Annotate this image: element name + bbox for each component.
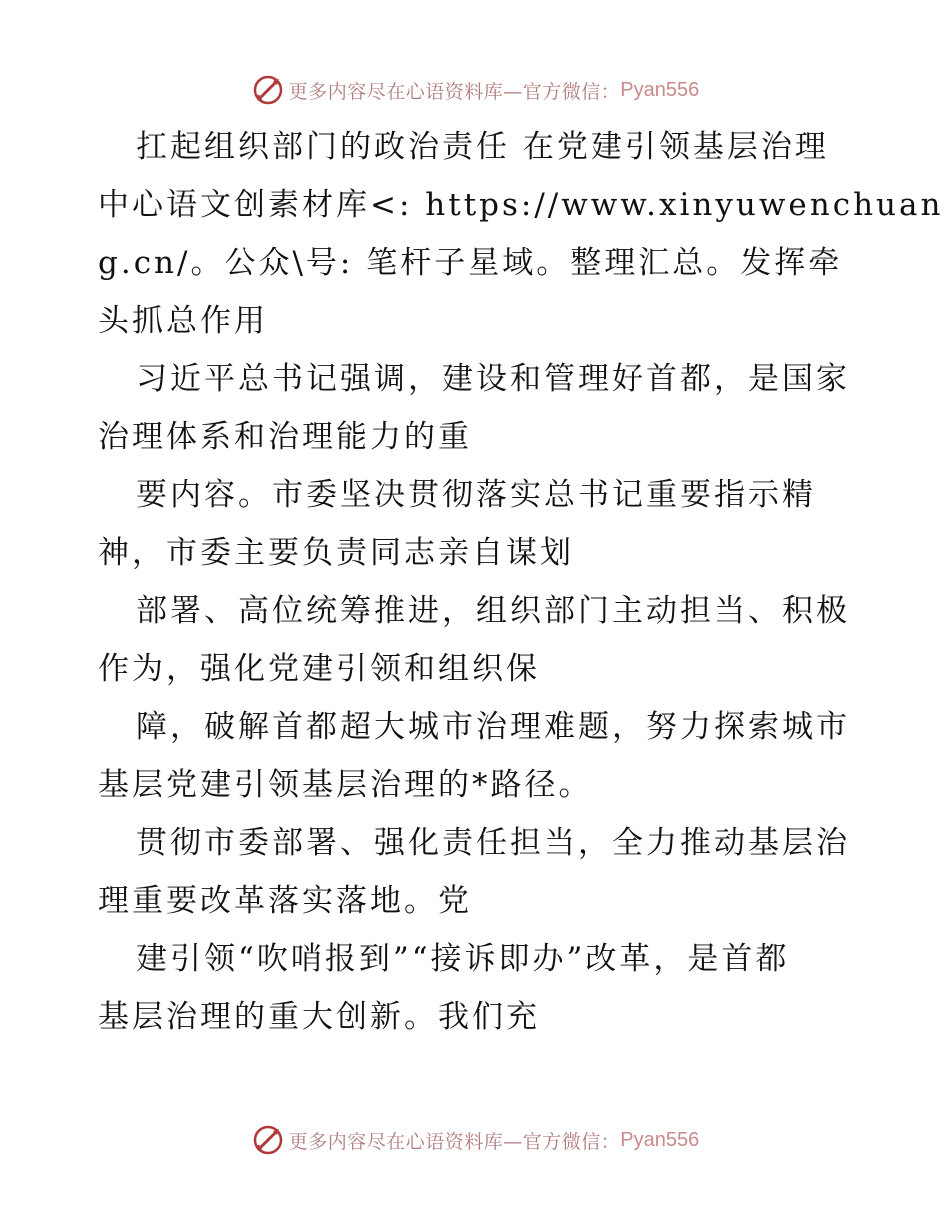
paragraph-line: 贯彻市委部署、强化责任担当，全力推动基层治 (136, 825, 850, 861)
paragraph-line: 部署、高位统筹推进，组织部门主动担当、积极 (136, 593, 850, 629)
paragraph-line: 扛起组织部门的政治责任 在党建引领基层治理 (136, 129, 829, 165)
footer-watermark-banner (0, 1120, 950, 1160)
paragraph-line: 头抓总作用 (98, 303, 268, 339)
quill-pen-seal-icon (251, 1123, 285, 1157)
paragraph-line: 作为，强化党建引领和组织保 (98, 651, 540, 687)
header-wechat-handle: Pyan556 (620, 78, 700, 101)
paragraph-line: g.cn/。公众\号: 笔杆子星域。整理汇总。发挥牵 (98, 245, 843, 281)
paragraph-line: 基层治理的重大创新。我们充 (98, 999, 540, 1035)
document-body (98, 118, 944, 1046)
footer-wechat-handle: Pyan556 (620, 1128, 700, 1151)
paragraph-line: 建引领“吹哨报到”“接诉即办”改革，是首都 (136, 941, 790, 977)
paragraph-line: 习近平总书记强调，建设和管理好首都，是国家 (136, 361, 850, 397)
paragraph-line: 要内容。市委坚决贯彻落实总书记重要指示精 (136, 477, 816, 513)
header-banner-text: 更多内容尽在心语资料库—官方微信： (288, 80, 621, 103)
footer-banner-text: 更多内容尽在心语资料库—官方微信： (288, 1130, 621, 1153)
paragraph-line: 中心语文创素材库<: https://www.xinyuwenchuan (98, 187, 944, 223)
paragraph-line: 理重要改革落实落地。党 (98, 883, 472, 919)
paragraph-line: 治理体系和治理能力的重 (98, 419, 472, 455)
paragraph-line: 神，市委主要负责同志亲自谋划 (98, 535, 574, 571)
header-watermark-banner (0, 70, 950, 110)
paragraph-line: 基层党建引领基层治理的*路径。 (98, 767, 593, 803)
quill-pen-seal-icon (251, 73, 285, 107)
paragraph-line: 障，破解首都超大城市治理难题，努力探索城市 (136, 709, 850, 745)
